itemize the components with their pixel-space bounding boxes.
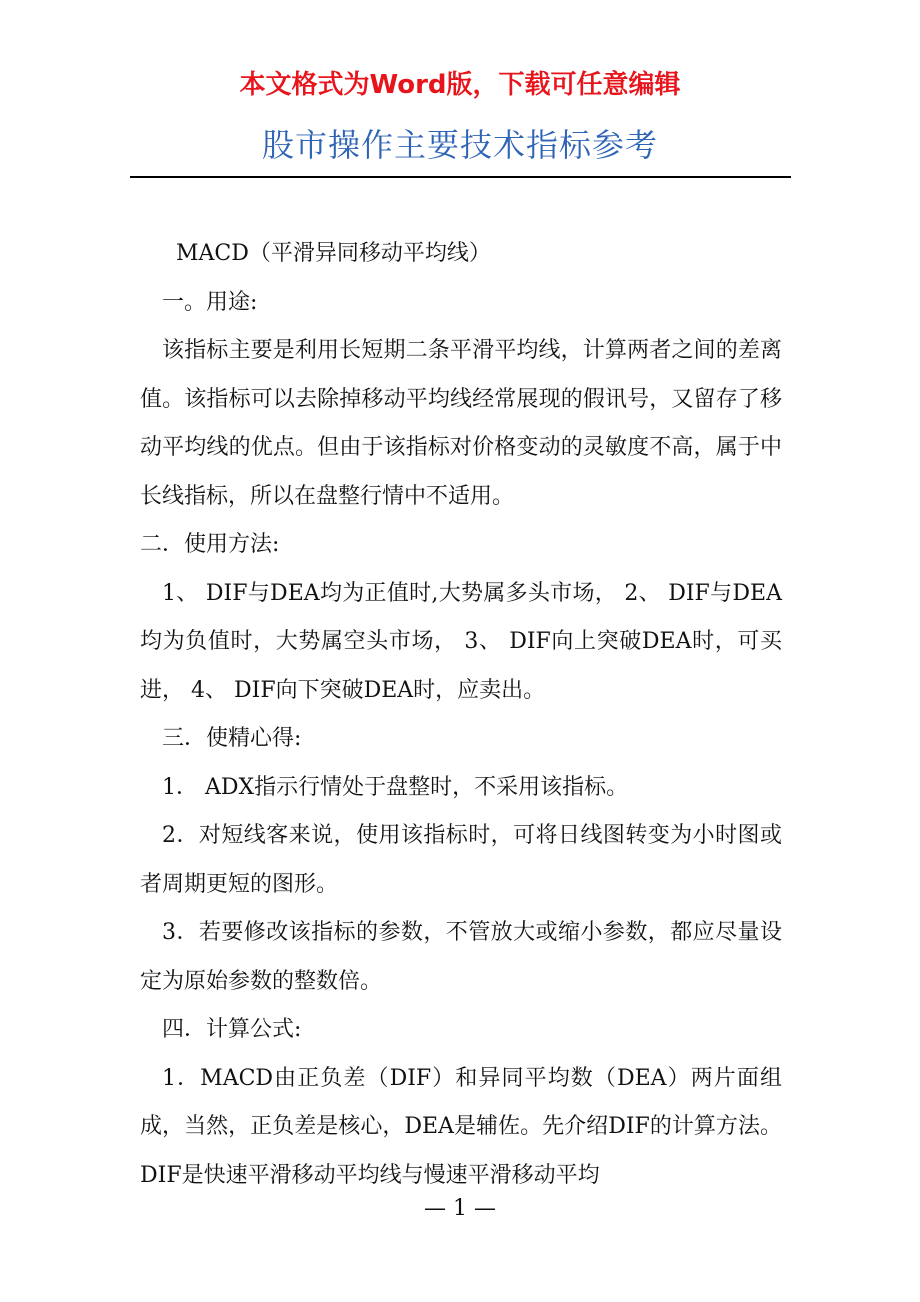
experience-item-2: 2．对短线客来说，使用该指标时，可将日线图转变为小时图或者周期更短的图形。 [140, 823, 782, 897]
usage-paragraph: 该指标主要是利用长短期二条平滑平均线，计算两者之间的差离值。该指标可以去除掉移动平均线经常展现的假讯号，又留存了移动平均线的优点。但由于该指标对价格变动的灵敏度不高，属于中长线指标，所以在盘整行情中不适用。 [140, 338, 782, 509]
formula-paragraph: 1．MACD由正负差（DIF）和异同平均数（DEA）两片面组成，当然，正负差是核心，DEA是辅佐。先介绍DIF的计算方法。DIF是快速平滑移动平均线与慢速平滑移动平均 [140, 1065, 782, 1188]
page-number: — 1 — [424, 1196, 496, 1221]
section-heading-method: 二．使用方法: [140, 532, 280, 557]
section-heading-usage: 一。用途: [162, 289, 258, 315]
download-banner: 本文格式为Word版，下载可任意编辑 [239, 70, 681, 100]
document-body [140, 230, 782, 1200]
method-paragraph: 1、 DIF与DEA均为正值时,大势属多头市场， 2、 DIF与DEA均为负值时，大势属空头市场， 3、 DIF向上突破DEA时，可买进， 4、 DIF向下突破DEA时，应卖出。 [140, 580, 782, 703]
section-heading-formula: 四．计算公式: [162, 1017, 302, 1042]
experience-item-1: 1． ADX指示行情处于盘整时，不采用该指标。 [162, 774, 629, 800]
title-divider [130, 176, 791, 178]
section-heading-experience: 三．使精心得: [162, 726, 302, 751]
experience-item-3: 3．若要修改该指标的参数，不管放大或缩小参数，都应尽量设定为原始参数的整数倍。 [140, 920, 782, 994]
section-heading-macd: MACD（平滑异同移动平均线） [176, 241, 491, 266]
document-title: 股市操作主要技术指标参考 [261, 126, 658, 164]
